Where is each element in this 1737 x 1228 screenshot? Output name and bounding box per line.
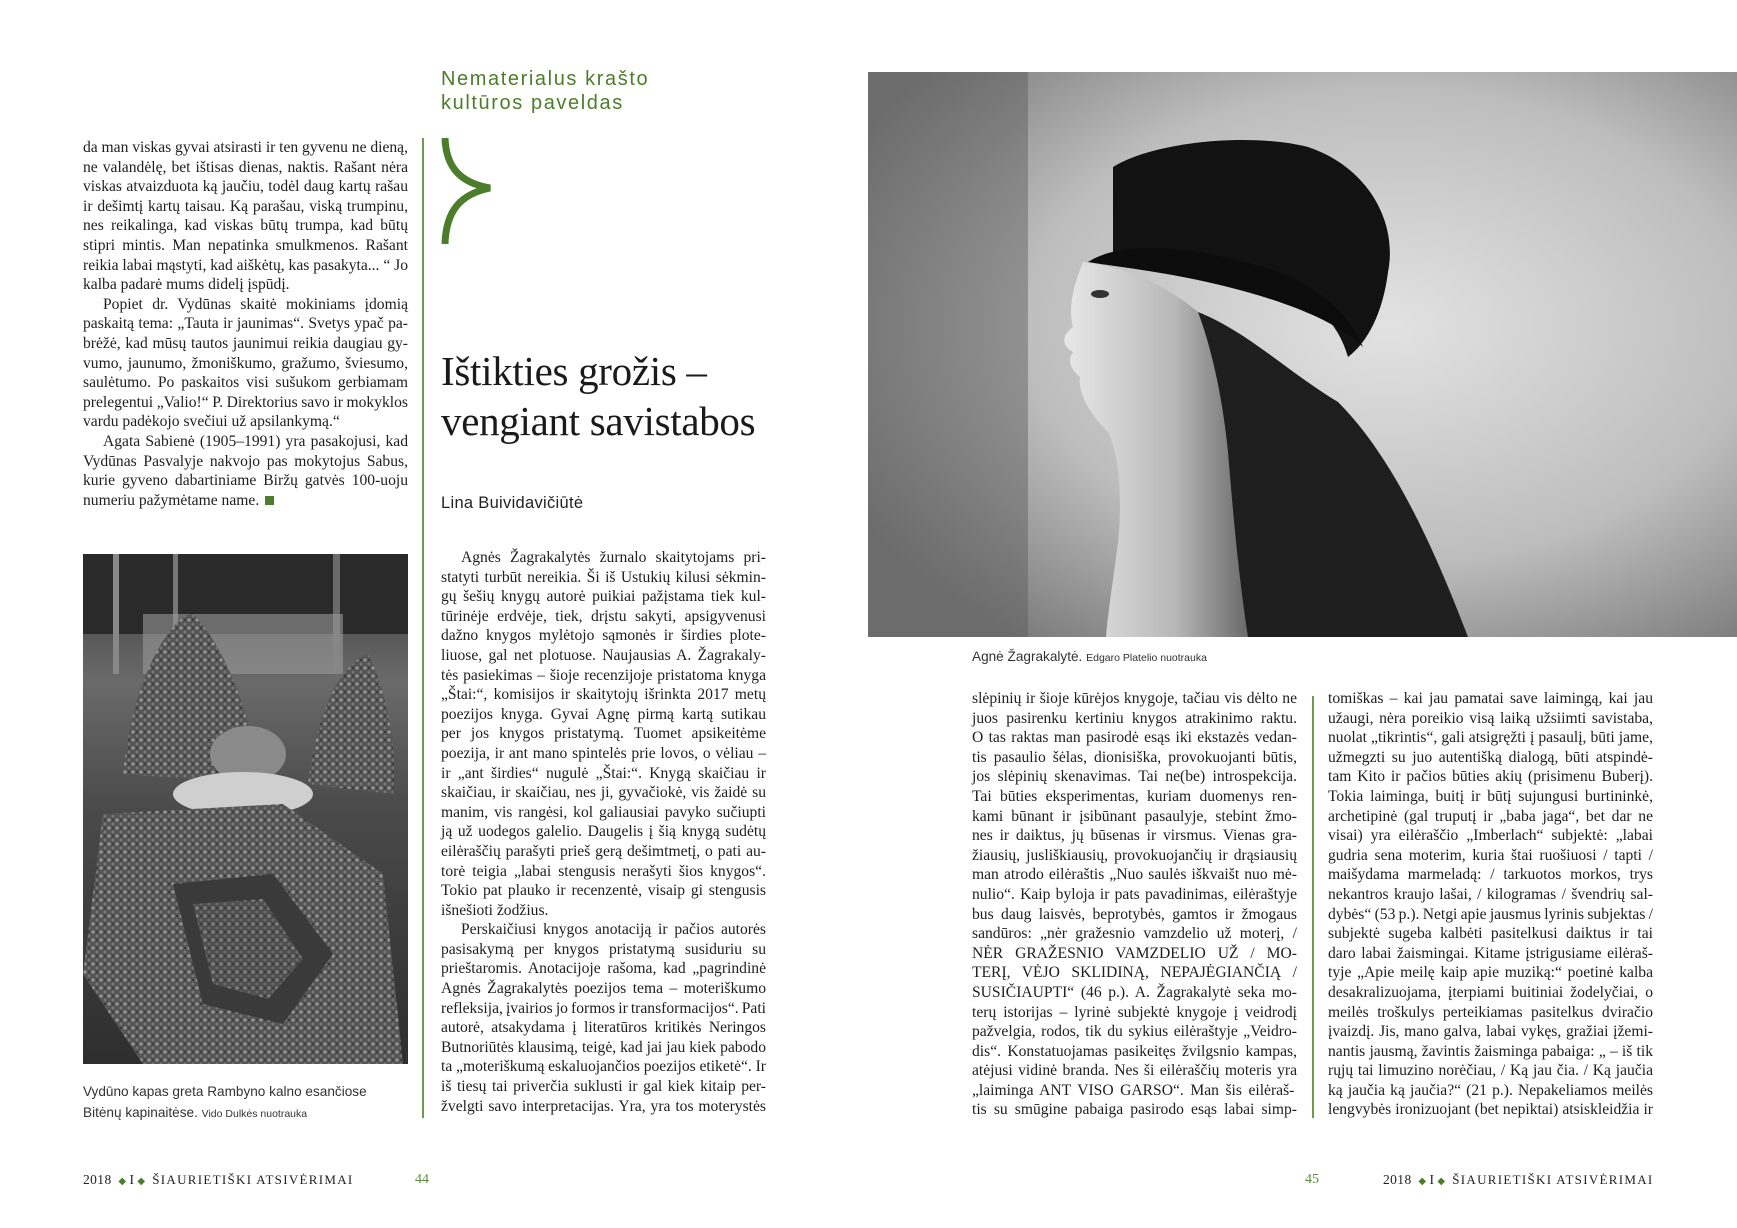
text-line: Popiet dr. Vydūnas skaitė mokiniams įdomią	[103, 295, 408, 313]
text-line: juos pasirenku kertiniu knygos atrakinimo raktu.	[972, 709, 1297, 727]
article-column-1	[441, 548, 766, 1116]
text-line: bus daug laisvės, beprotybės, gamtos ir žmogaus	[972, 905, 1297, 923]
text-line-row	[83, 452, 408, 472]
text-line-row	[441, 1018, 766, 1038]
text-line: da man viskas gyvai atsirasti ir ten gyvenu ne dieną,	[83, 139, 408, 156]
text-line: slėpinių ir šioje kūrėjos knygoje, tačiau vis dėlto ne	[972, 690, 1297, 707]
caption-line: Vydūno kapas greta Rambyno kalno esančiose	[83, 1084, 367, 1099]
section-header-line: kultūros paveldas	[441, 92, 624, 114]
text-line: SUSIČIAUPTI“ (46 p.). A. Žagrakalytė seka mo-	[972, 983, 1297, 1001]
text-line-row	[441, 646, 766, 666]
text-line: Butnoriūtės klausimą, teigė, kad jai jau kiek pabodo	[441, 1038, 766, 1056]
text-line-row	[83, 393, 408, 413]
text-line-row	[972, 865, 1297, 885]
text-line: kalba padarė mums didelį įspūdį.	[83, 276, 290, 294]
article-column-3	[1328, 689, 1653, 1120]
text-line-row	[83, 197, 408, 217]
text-line: gudria sena moterim, kuria štai ruošiuosi / tapti /	[1328, 846, 1653, 864]
text-line: O tas raktas man pasirodė esąs iki ekstazės vedan-	[972, 729, 1297, 747]
text-line: kami būnant ir įsibūnant pasaulyje, stebint žmo-	[972, 807, 1297, 825]
grave-photo-caption	[83, 1081, 413, 1125]
text-line-row	[972, 767, 1297, 787]
end-of-article-square-icon	[265, 496, 274, 505]
text-line-row	[972, 826, 1297, 846]
text-line-row	[972, 728, 1297, 748]
section-header	[441, 67, 649, 115]
text-line-row	[1328, 728, 1653, 748]
text-line: išnešioti žodžius.	[441, 901, 549, 919]
text-line-row	[1328, 944, 1653, 964]
text-line-row	[441, 842, 766, 862]
text-line-row	[1328, 1061, 1653, 1081]
text-line-row	[1328, 1003, 1653, 1023]
footer-right	[1383, 1172, 1654, 1188]
text-line: Agnės Žagrakalytės žurnalo skaitytojams pri-	[461, 549, 766, 566]
text-line: įvaizdį. Jis, mano galva, labai vykęs, gražiai įžemi-	[1328, 1023, 1653, 1041]
text-line: ir „ant širdies“ nugulė „Štai:“. Knygą skaičiau ir	[441, 764, 766, 782]
portrait-photo	[868, 72, 1737, 637]
text-line: prelegentui „Valio!“ P. Direktorius savo ir mokyklos	[83, 393, 408, 411]
text-line-row	[1328, 1100, 1653, 1120]
text-line-row	[1328, 787, 1653, 807]
text-line: tomiškas – kai jau pamatai save laimingą, kai jau	[1328, 690, 1653, 707]
column-divider	[422, 138, 424, 1118]
text-line-row	[972, 905, 1297, 925]
text-line-row	[83, 334, 408, 354]
text-line-row	[1328, 963, 1653, 983]
text-line: lengvybės ironizuojant (bet nepiktai) atsiskleidžia ir	[1328, 1101, 1653, 1119]
text-line-row	[83, 295, 408, 315]
text-line-row	[83, 138, 408, 158]
article-author: Lina Buividavičiūtė	[441, 494, 584, 512]
text-line: saulėtumo. Po paskaitos visi sušukom gerbiamam	[83, 374, 408, 392]
text-line: liuose, gal net plotuose. Naujausias A. Žagrakaly-	[441, 646, 766, 664]
bracket-ornament-icon	[441, 138, 493, 244]
text-line-row	[441, 568, 766, 588]
text-line-row	[441, 724, 766, 744]
text-line-row	[972, 1022, 1297, 1042]
section-header-line: Nematerialus krašto	[441, 68, 650, 90]
text-line: reikia labai mąstyti, kad aiškėtų, kas pasakyta... “ Jo	[83, 256, 408, 274]
text-line: visai) yra eilėraščio „Imberlach“ subjektė: „labai	[1328, 827, 1653, 845]
text-line: Tokio pat plauko ir recenzentė, visaip gi stengusis	[441, 882, 766, 900]
diamond-icon: ◆	[1418, 1176, 1427, 1187]
text-line-row	[83, 471, 408, 491]
text-line: eilėraščių parašyti prieš gerą dešimtmetį, o pati au-	[441, 842, 766, 860]
text-line-row	[441, 1057, 766, 1077]
title-line: Ištikties grožis –	[441, 348, 707, 394]
text-line-row	[83, 177, 408, 197]
text-line-row	[972, 1003, 1297, 1023]
text-line-row	[972, 846, 1297, 866]
text-line-row	[972, 807, 1297, 827]
text-line-row	[441, 1097, 766, 1117]
text-line: autorė, atsakydama į literatūros kritikės Neringos	[441, 1019, 766, 1037]
text-line: paskaitą tema: „Tauta ir jaunimas“. Svetys ypač pa-	[83, 315, 408, 333]
footer-magazine: ŠIAURIETIŠKI ATSIVĖRIMAI	[1452, 1172, 1654, 1187]
text-line-row	[83, 432, 408, 452]
text-line-row	[1328, 924, 1653, 944]
text-line: vumo, jaunumo, žmoniškumo, gražumo, šviesumo,	[83, 354, 408, 372]
text-line-row	[972, 709, 1297, 729]
text-line: Vydūnas Pasvalyje nakvojo pas mokytojus Sabus,	[83, 452, 408, 470]
diamond-icon: ◆	[118, 1176, 127, 1187]
footer-year: 2018	[1383, 1172, 1412, 1187]
text-line-row	[83, 158, 408, 178]
text-line-row	[441, 999, 766, 1019]
caption-line: Bitėnų kapinaitėse.	[83, 1105, 198, 1120]
text-line-row	[441, 626, 766, 646]
text-line: subjektė sugeba kalbėti pasitelkusi daiktus ir tai	[1328, 925, 1653, 943]
text-line: dybės“ (53 p.). Netgi apie jausmus lyrinis subjektas /	[1328, 905, 1653, 923]
text-line: statyti turbūt nereikia. Ši iš Ustukių kilusi sėkmin-	[441, 568, 766, 586]
text-line-row	[83, 314, 408, 334]
text-line: brėžė, kad mūsų tautos jaunimui reikia daugiau gy-	[83, 334, 408, 352]
text-line: dažno knygos mylėtojo sąmonės ir širdies plote-	[441, 627, 766, 645]
text-line: tyje „Apie meilę kaip apie muziką:“ poetinė kalba	[1328, 964, 1653, 982]
page-number: 44	[415, 1172, 429, 1187]
text-line: prieštaromis. Anotacijoje rašoma, kad „pagrindinė	[441, 960, 766, 978]
text-line-row	[972, 983, 1297, 1003]
text-line-row	[441, 940, 766, 960]
text-line-row	[441, 548, 766, 568]
text-line-row	[1328, 767, 1653, 787]
text-line: nuolat „tikrintis“, gali atsigręžti į pasaulį, būti jame,	[1328, 729, 1653, 747]
text-line: nulio“. Kaip byloja ir pats pavadinimas, eilėraštyje	[972, 885, 1297, 903]
text-line-row	[441, 764, 766, 784]
text-line-row	[972, 787, 1297, 807]
text-line-row	[972, 885, 1297, 905]
text-line: „laiminga ANT VISO GARSO“. Man šis eilėraš-	[972, 1081, 1295, 1099]
text-line: Tai būties eksperimentas, kuriam duomenys ren-	[972, 787, 1297, 805]
text-line-row	[441, 920, 766, 940]
text-line-row	[1328, 983, 1653, 1003]
text-line-row	[1328, 748, 1653, 768]
text-line-row	[83, 491, 408, 511]
text-line: užaugi, nėra poreikio visą laiką užsiimti savistaba,	[1328, 709, 1653, 727]
text-line-row	[441, 783, 766, 803]
text-line: daro labai žaismingai. Kitame įstrigusiame eilėraš-	[1328, 944, 1653, 962]
text-line-row	[1328, 826, 1653, 846]
text-line-row	[972, 1081, 1297, 1101]
text-line: refleksija, įvairios jo formos ir transformacijos“. Pati	[441, 999, 766, 1017]
text-line: poezijos knyga. Gyvai Agnę pirmą kartą sutikau	[441, 705, 766, 723]
text-line-row	[972, 1042, 1297, 1062]
text-line-row	[441, 666, 766, 686]
text-line: nekantros kraujo lašai, / kilogramas / švendrių sal-	[1328, 885, 1653, 903]
text-line: ta „moteriškumą eskaluojančios poezijos etiketė“. Ir	[441, 1058, 766, 1076]
text-line-row	[441, 959, 766, 979]
text-line-row	[972, 944, 1297, 964]
text-line: nes reikalinga, kad viskas būtų trumpa, kad būtų	[83, 217, 408, 235]
text-line-row	[441, 881, 766, 901]
text-line-row	[1328, 709, 1653, 729]
caption-main: Agnė Žagrakalytė.	[972, 649, 1083, 664]
text-line: sandūros: „nėr gražesnio vamzdelio už moterį, /	[972, 925, 1297, 943]
text-line: „Štai:“, komisijos ir skaitytojų išrinkta 2017 metų	[441, 686, 766, 704]
text-line: tės pasiekimas – šioje recenzijoje pristatoma knyga	[441, 666, 766, 684]
grave-photo	[83, 554, 408, 1064]
text-line: desakralizuojama, įterpiami buitiniai žodelyčiai, o	[1328, 983, 1653, 1001]
page-number: 45	[1305, 1172, 1319, 1187]
text-line-row	[441, 1077, 766, 1097]
text-line-row	[972, 963, 1297, 983]
article-column-2	[972, 689, 1297, 1120]
text-line: pažvelgia, rodos, tik du sykius eilėraštyje „Veidro-	[972, 1023, 1297, 1041]
text-line: tūrinėje erdvėje, tiek, drįstu sakyti, apsigyvenusi	[441, 607, 766, 625]
text-line-row	[83, 354, 408, 374]
article-title	[441, 346, 755, 446]
text-line-row	[441, 705, 766, 725]
text-line: žvelgti savo interpretacijas. Yra, yra tos moterystės	[441, 1097, 766, 1115]
text-line-row	[1328, 689, 1653, 709]
text-line: Agnės Žagrakalytės poezijos tema – moteriškumo	[441, 980, 766, 998]
text-line: TERĮ, VĖJO SKLIDINĄ, NEPAJĖGIANČIĄ /	[972, 964, 1297, 982]
text-line-row	[441, 607, 766, 627]
text-line: terų istorijas – lyrinė subjektė knygoje į veidrodį	[972, 1003, 1297, 1021]
text-line: ją už uodegos galelio. Daugelis į šią knygą sudėtų	[441, 823, 766, 841]
text-line-row	[1328, 865, 1653, 885]
photo-credit: Edgaro Platelio nuotrauka	[1086, 652, 1207, 664]
text-line: stipri mintis. Man nepatinka smulkmenos. Rašant	[83, 236, 408, 254]
text-line-row	[1328, 905, 1653, 925]
text-line: ne valandėlę, bet ištisas dienas, naktis. Rašant nėra	[83, 158, 408, 176]
footer-year: 2018	[83, 1172, 112, 1187]
portrait-caption	[972, 646, 1207, 669]
diamond-icon: ◆	[1437, 1176, 1446, 1187]
text-line: nantis jausmą, žavintis žaisminga pabaiga: „ – iš tik	[1328, 1042, 1653, 1060]
text-line-row	[1328, 885, 1653, 905]
text-line-row	[972, 924, 1297, 944]
text-line-row	[83, 216, 408, 236]
footer-magazine: ŠIAURIETIŠKI ATSIVĖRIMAI	[152, 1172, 354, 1187]
text-line: Agata Sabienė (1905–1991) yra pasakojusi, kad	[103, 432, 408, 450]
text-line-row	[83, 236, 408, 256]
text-line: tam Kito ir pačios būties akių (prisimenu Buberį).	[1328, 768, 1653, 786]
text-line-row	[441, 685, 766, 705]
diamond-icon: ◆	[137, 1176, 146, 1187]
text-line: tis pasaulio šėlas, dionisiška, provokuojanti būtis,	[972, 748, 1297, 766]
text-line-row	[441, 862, 766, 882]
text-line: rųjų tai limuzino norėčiau, / Ką jau čia. / Ką jaučia	[1328, 1062, 1653, 1080]
footer-left	[83, 1172, 354, 1188]
text-line-row	[441, 587, 766, 607]
column-divider	[1312, 696, 1314, 1118]
text-line: per jos knygos pristatymą. Tuomet apsikeitėme	[441, 725, 766, 743]
text-line-row	[83, 373, 408, 393]
text-line: kurie gyveno dabartiniame Biržų gatvės 100-uoju	[83, 472, 408, 490]
photo-credit: Vido Dulkės nuotrauka	[201, 1108, 308, 1120]
text-line: gų šešių knygų autorė puikiai pažįstama tiek kul-	[441, 588, 766, 606]
text-line: man atrodo eilėraštis „Nuo saulės iškvaišt nuo mė-	[972, 866, 1297, 884]
text-line-row	[972, 689, 1297, 709]
text-line-row	[441, 901, 766, 921]
text-line-row	[1328, 1022, 1653, 1042]
text-line: jos slėpinių skenavimas. Tai ne(be) introspekcija.	[972, 768, 1297, 786]
text-line: atėjusi vidinė branda. Nes ši eilėraščių moteris yra	[972, 1062, 1297, 1080]
text-line: maišydama marmeladą: / tarkuotos morkos, trys	[1328, 866, 1653, 884]
text-line-row	[441, 822, 766, 842]
text-line-row	[441, 1038, 766, 1058]
text-line: poezija, ir ant mano spintelės prie lovos, o vėliau –	[441, 744, 766, 762]
text-line: vardu padėkojo svečiui už apsilankymą.“	[83, 413, 340, 431]
title-line: vengiant savistabos	[441, 398, 756, 444]
text-line-row	[972, 748, 1297, 768]
text-line: archetipinė (gal truputį ir „baba jaga“, bet dar ne	[1328, 807, 1653, 825]
text-line: torė teigia „labai stengusis nerašyti šios knygos“.	[441, 862, 766, 880]
text-line: pasisakymą per knygos pristatymą susiduriu su	[441, 940, 766, 958]
footer-issue: I	[129, 1172, 135, 1187]
text-line: numeriu pažymėtame name.	[83, 491, 260, 509]
text-line: iš tiesų tai priverčia suklusti ir gal kiek kitaip per-	[441, 1078, 766, 1096]
text-line: tis su smūgine pabaiga pasirodo esąs labai simp-	[972, 1101, 1297, 1119]
text-line: NĖR GRAŽESNIO VAMZDELIO UŽ / MO-	[972, 944, 1297, 962]
text-line-row	[83, 412, 408, 432]
text-line-row	[972, 1061, 1297, 1081]
text-line-row	[1328, 1042, 1653, 1062]
text-line: dis“. Konstatuojamas pasikeitęs žvilgsnio kampas,	[972, 1042, 1297, 1060]
text-line: nes ir daiktus, jų būsenas ir virsmus. Vienas gra-	[972, 827, 1297, 845]
text-line: žiausių, jusliškiausių, provokuojančių ir drąsiausių	[972, 846, 1297, 864]
text-line-row	[1328, 846, 1653, 866]
text-line: Tokia laiminga, buitį ir būtį sujungusi burtininkė,	[1328, 787, 1653, 805]
text-line: ir dešimtį kartų taisau. Ką parašau, viską trumpinu,	[83, 197, 408, 215]
text-line-row	[972, 1100, 1297, 1120]
text-line: meilės troškulys perteikiamas pasitelkus dviračio	[1328, 1003, 1653, 1021]
text-line-row	[1328, 807, 1653, 827]
text-line-row	[83, 256, 408, 276]
text-line-row	[441, 803, 766, 823]
text-line: Perskaičiusi knygos anotaciją ir pačios autorės	[461, 921, 766, 939]
text-line-row	[441, 979, 766, 999]
text-line: viskas atvaizduota ką jaučiu, todėl daug kartų rašau	[83, 178, 408, 196]
text-line: skaičiau, ir skaičiau, nes ji, gyvačiokė, vis žaidė su	[441, 784, 766, 802]
left-text-column	[83, 138, 408, 510]
text-line: ką jaučia ką jaučia?“ (21 p.). Nepakeliamos meilės	[1328, 1081, 1653, 1099]
text-line-row	[441, 744, 766, 764]
footer-issue: I	[1429, 1172, 1435, 1187]
text-line-row	[1328, 1081, 1653, 1101]
text-line-row	[83, 275, 408, 295]
text-line: manim, vis rangėsi, kol galiausiai pavyko sučiupti	[441, 803, 766, 821]
text-line: užmegzti su juo autentišką dialogą, būti atspindė-	[1328, 748, 1653, 766]
